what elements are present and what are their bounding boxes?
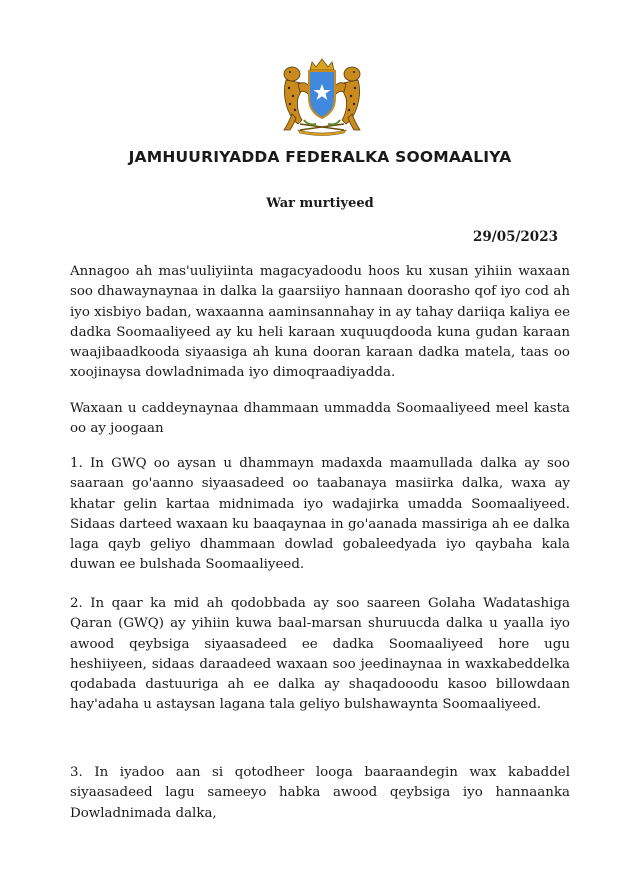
document-date: 29/05/2023 (472, 229, 558, 245)
paragraph-intro: Annagoo ah mas'uuliyiinta magacyadoodu hoos ku xusan yihiin waxaan soo dhawaynaynaa in dalka la gaarsiiyo hannaan doorasho qof iyo cod ah iyo xisbiyo badan, waxaanna aaminsannahay in ay tahay dariiqa kaliya ee dadka Soomaaliyeed ay ku heli karaan xuquuqdooda kuna gudan karaan waajibaadkooda siyaasiga ah kuna dooran karaan dadka matela, taas oo xoojinaysa dowladnimada iyo dimoqraadiyadda. (70, 264, 570, 381)
coat-of-arms-icon (278, 54, 366, 136)
paragraph-declaration: Waxaan u caddeynaynaa dhammaan ummadda Soomaaliyeed meel kasta oo ay joogaan (70, 401, 570, 437)
document-subtitle: War murtiyeed (266, 196, 374, 211)
paragraph-point-2: 2. In qaar ka mid ah qodobbada ay soo saareen Golaha Wadatashiga Qaran (GWQ) ay yihiin kuwa baal-marsan shuruucda dalka u yaalla iyo awood qeybsiga siyaasadeed ee dadka Soomaaliyeed hore ugu heshiiyeen, sidaas daraadeed waxaan soo jeedinaynaa in waxkabeddelka qodabada dastuuriga ah ee dalka ay shaqadooodu kasoo billowdaan hay'adaha u astaysan lagana tala geliyo bulshawaynta Soomaaliyeed. (70, 596, 570, 713)
paragraph-point-3: 3. In iyadoo aan si qotodheer looga baaraandegin wax kabaddel siyaasadeed lagu sameeyo habka awood qeybsiga iyo hannaanka Dowladnimada dalka, (70, 765, 570, 821)
paragraph-point-1: 1. In GWQ oo aysan u dhammayn madaxda maamullada dalka ay soo saaraan go'aanno siyaasadeed oo taabanaya masiirka dalka, waxa ay khatar gelin kartaa midnimada iyo wadajirka umadda Soomaaliyeed. Sidaas darteed waxaan ku baaqaynaa in go'aanada massiriga ah ee dalka laga qayb geliyo dhammaan dowlad gobaleedyada iyo qaybaha kala duwan ee bulshada Soomaaliyeed. (70, 456, 570, 573)
country-title: JAMHUURIYADDA FEDERALKA SOOMAALIYA (128, 148, 512, 166)
